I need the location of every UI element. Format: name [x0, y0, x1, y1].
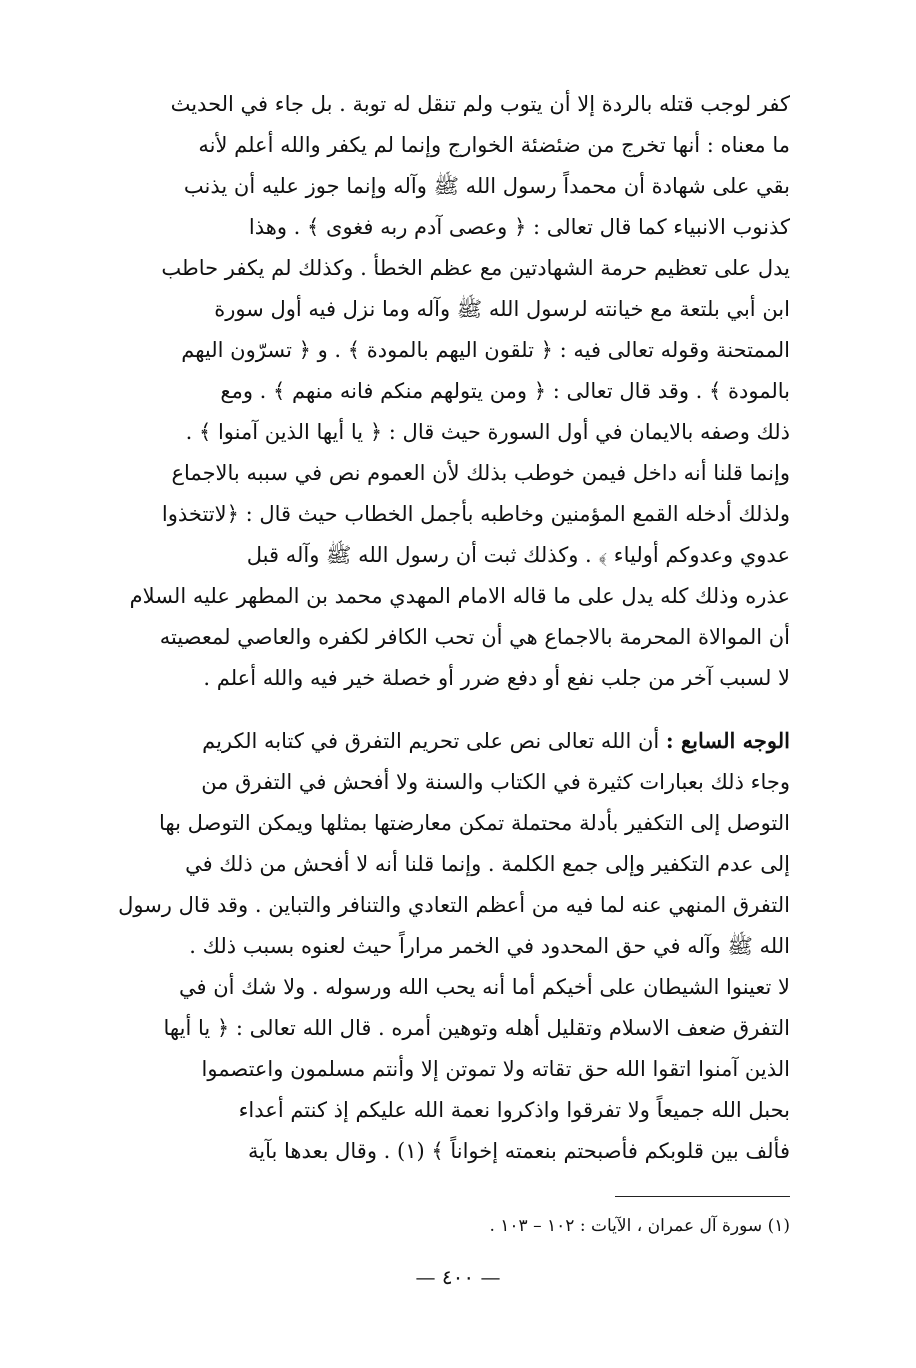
text-line: ذلك وصفه بالايمان في أول السورة حيث قال : ﴿ يا أيها الذين آمنوا ﴾ .	[185, 420, 790, 444]
paragraph-2	[100, 720, 790, 1172]
paragraph-1	[100, 84, 790, 699]
text-line: فألف بين قلوبكم فأصبحتم بنعمته إخواناً ﴾ (١) . وقال بعدها بآية	[247, 1139, 790, 1163]
text-line: عذره وذلك كله يدل على ما قاله الامام المهدي محمد بن المطهر عليه السلام	[129, 584, 790, 608]
text-line: ما معناه : أنها تخرج من ضئضئة الخوارج وإنما لم يكفر والله أعلم لأنه	[198, 133, 790, 157]
text-line: الممتحنة وقوله تعالى فيه : ﴿ تلقون اليهم بالمودة ﴾ . و ﴿ تسرّون اليهم	[181, 338, 790, 362]
text-line: التفرق ضعف الاسلام وتقليل أهله وتوهين أمره . قال الله تعالى : ﴿ يا أيها	[163, 1016, 790, 1040]
text-line: لا لسبب آخر من جلب نفع أو دفع ضرر أو خصلة خير فيه والله أعلم .	[203, 666, 790, 690]
text-line: كفر لوجب قتله بالردة إلا أن يتوب ولم تنقل له توبة . بل جاء في الحديث	[170, 92, 790, 116]
text-line: أن الله تعالى نص على تحريم التفرق في كتابه الكريم	[202, 729, 666, 753]
text-line: يدل على تعظيم حرمة الشهادتين مع عظم الخطأ . وكذلك لم يكفر حاطب	[161, 256, 790, 280]
text-line: ابن أبي بلتعة مع خيانته لرسول الله ﷺ وآله وما نزل فيه أول سورة	[214, 297, 790, 321]
text-line: ولذلك أدخله القمع المؤمنين وخاطبه بأجمل الخطاب حيث قال : ﴿لاتتخذوا	[161, 502, 790, 526]
section-heading: الوجه السابع :	[665, 728, 790, 753]
text-line: التوصل إلى التكفير بأدلة محتملة تمكن معارضتها بمثلها ويمكن التوصل بها	[159, 811, 790, 835]
text-line: وإنما قلنا أنه داخل فيمن خوطب بذلك لأن العموم نص في سببه بالاجماع	[171, 461, 790, 485]
text-line: لا تعينوا الشيطان على أخيكم أما أنه يحب الله ورسوله . ولا شك أن في	[179, 975, 790, 999]
text-line: إلى عدم التكفير وإلى جمع الكلمة . وإنما قلنا أنه لا أفحش من ذلك في	[185, 852, 790, 876]
text-line: بالمودة ﴾ . وقد قال تعالى : ﴿ ومن يتولهم منكم فانه منهم ﴾ . ومع	[220, 379, 790, 403]
text-line: عدوي وعدوكم أولياء ﴾ . وكذلك ثبت أن رسول الله ﷺ وآله قبل	[246, 543, 790, 567]
text-line: وجاء ذلك بعبارات كثيرة في الكتاب والسنة ولا أفحش في التفرق من	[201, 770, 790, 794]
text-line: أن الموالاة المحرمة بالاجماع هي أن تحب الكافر لكفره والعاصي لمعصيته	[159, 625, 790, 649]
text-line: الذين آمنوا اتقوا الله حق تقاته ولا تموتن إلا وأنتم مسلمون واعتصموا	[201, 1057, 790, 1081]
text-line: الله ﷺ وآله في حق المحدود في الخمر مراراً حيث لعنوه بسبب ذلك .	[189, 934, 790, 958]
text-line: بحبل الله جميعاً ولا تفرقوا واذكروا نعمة الله عليكم إذ كنتم أعداء	[238, 1098, 790, 1122]
footnote: (١) سورة آل عمران ، الآيات : ١٠٢ – ١٠٣ .	[489, 1216, 790, 1236]
text-line: التفرق المنهي عنه لما فيه من أعظم التعادي والتنافر والتباين . وقد قال رسول	[118, 893, 790, 917]
text-line: كذنوب الانبياء كما قال تعالى : ﴿ وعصى آدم ربه فغوى ﴾ . وهذا	[248, 215, 790, 239]
page-number: — ٤٠٠ —	[415, 1265, 501, 1289]
text-line: بقي على شهادة أن محمداً رسول الله ﷺ وآله وإنما جوز عليه أن يذنب	[183, 174, 790, 198]
footnote-divider	[615, 1196, 790, 1197]
